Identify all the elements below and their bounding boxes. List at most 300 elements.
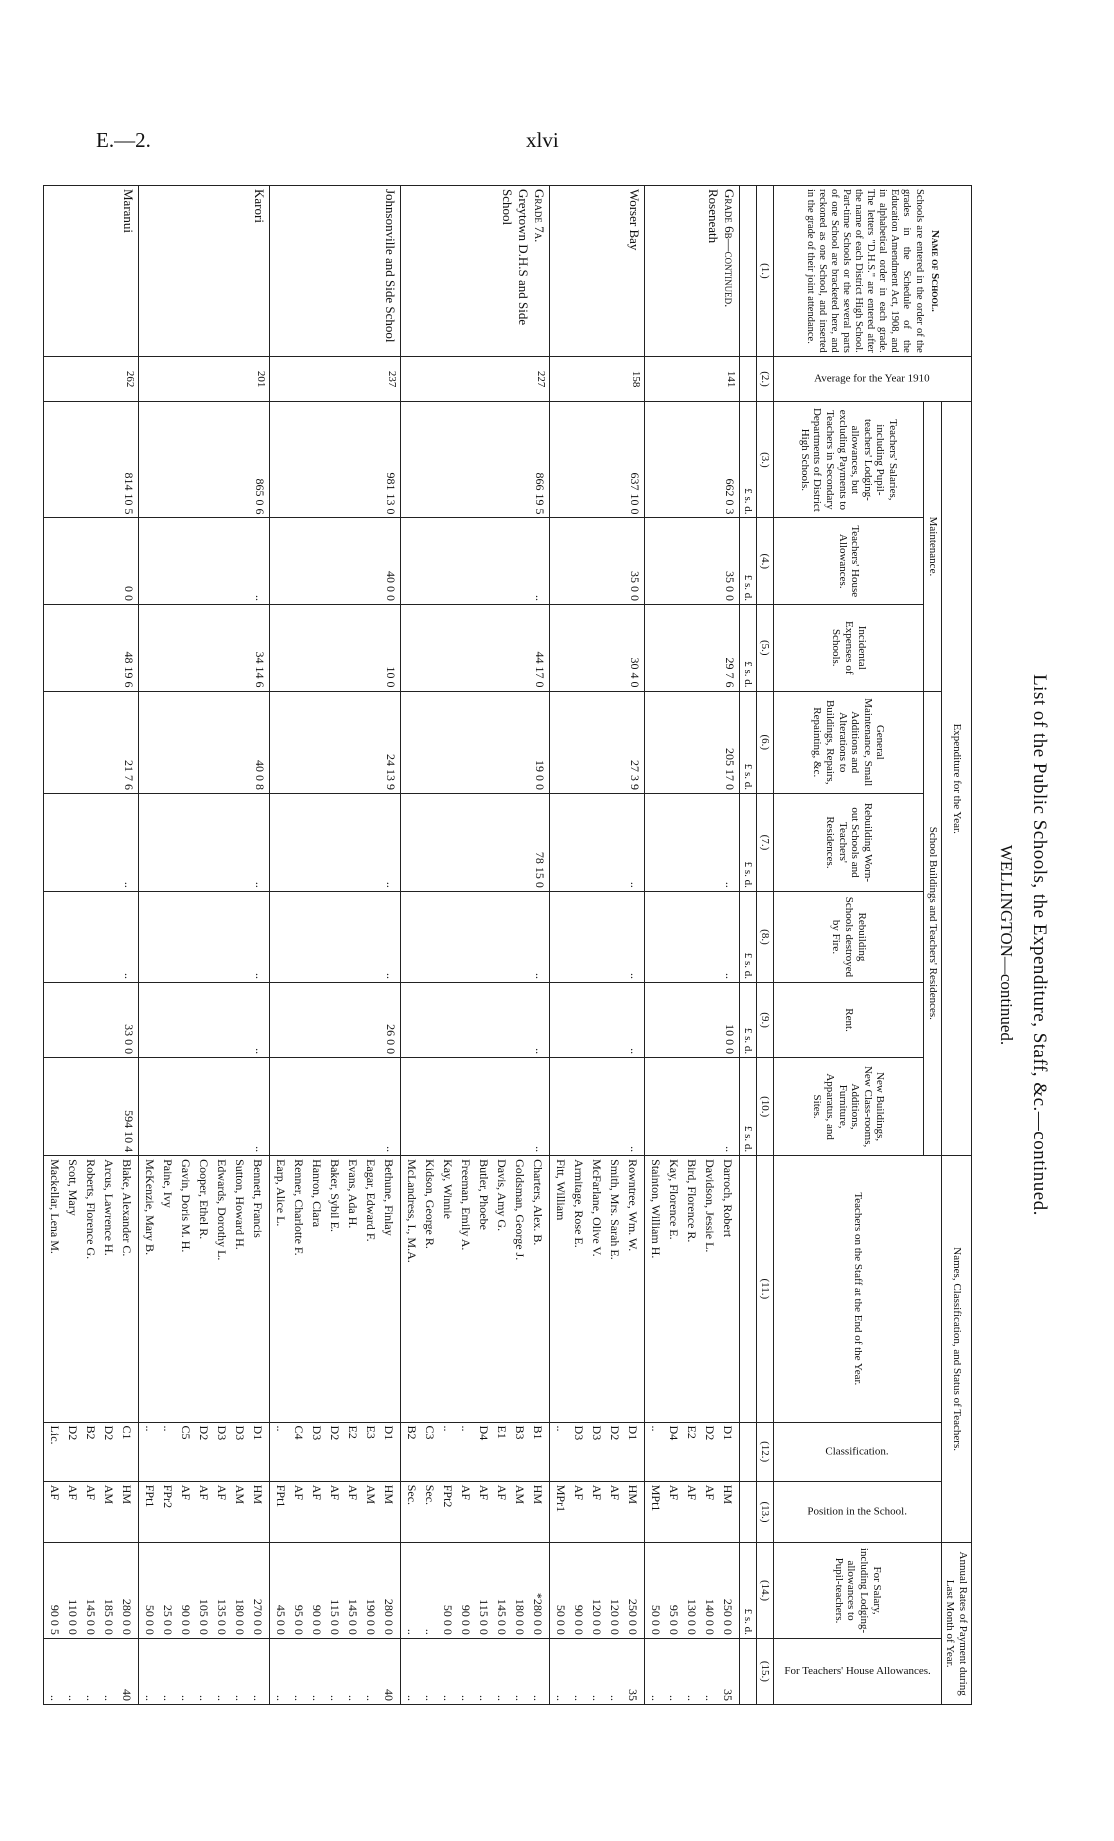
school-name-cell xyxy=(550,186,645,357)
teachers-header: Teachers on the Staff at the End of the Year. xyxy=(774,1156,942,1422)
teacher-house-rate: .. xyxy=(346,1695,361,1701)
teacher-house-rate: .. xyxy=(423,1695,438,1701)
teacher-salary-rate: 95 0 0 xyxy=(667,1604,682,1635)
rebuilding-fire-value: .. xyxy=(270,891,401,982)
position-header: Position in the School. xyxy=(774,1481,942,1542)
teacher-position: HM xyxy=(721,1484,736,1505)
teacher-position-list xyxy=(141,1485,267,1539)
teacher-salary-rate: 270 0 0 xyxy=(251,1598,266,1635)
teacher-position: AF xyxy=(48,1484,63,1501)
teacher-classification: D2 xyxy=(608,1425,623,1441)
teacher-classification: D1 xyxy=(382,1425,397,1441)
teacher-name-list xyxy=(647,1159,737,1418)
teacher-house-rate: .. xyxy=(703,1695,718,1701)
position-cell xyxy=(270,1481,401,1542)
rent-value: 10 0 0 xyxy=(645,983,740,1058)
rates-group-header: Annual Rates of Payment during Last Month of Year. xyxy=(941,1543,971,1705)
teacher-house-rate: .. xyxy=(513,1695,528,1701)
salary-rate-cell xyxy=(645,1543,740,1639)
salaries-header: Teachers' Salaries, including Pupil-teachers' Lodging-allowances, but excluding Payments to Teachers in Secondary Departments of District High Schools. xyxy=(774,402,924,518)
teacher-salary-rate-list xyxy=(141,1546,267,1635)
teacher-house-rate: .. xyxy=(685,1695,700,1701)
school-name-cell xyxy=(139,186,270,357)
classification-cell xyxy=(550,1422,645,1481)
teacher-house-rate: 35 xyxy=(721,1689,736,1701)
col-num: (11.) xyxy=(757,1156,774,1422)
teacher-position-list xyxy=(647,1485,737,1539)
rent-value: .. xyxy=(139,983,270,1058)
rent-value: .. xyxy=(550,983,645,1058)
salaries-value: 814 10 5 xyxy=(44,402,139,518)
teacher-names-cell xyxy=(44,1156,139,1422)
teacher-name: Kay, Florence E. xyxy=(667,1159,682,1240)
incidental-value: 30 4 0 xyxy=(550,605,645,692)
teacher-house-rate: .. xyxy=(66,1695,81,1701)
teacher-name: Bird, Florence R. xyxy=(685,1159,700,1243)
teacher-salary-rate: 110 0 0 xyxy=(66,1599,81,1635)
teacher-salary-rate: 180 0 0 xyxy=(513,1598,528,1635)
rebuilding-fire-value: .. xyxy=(550,891,645,982)
teacher-house-rate: .. xyxy=(161,1695,176,1701)
teacher-house-rate-list xyxy=(552,1642,642,1701)
unit-cell xyxy=(740,356,757,402)
new-buildings-header: New Buildings, New Class-rooms, Additions, Furniture, Apparatus, and Sites. xyxy=(774,1058,924,1156)
average-attendance: 141 xyxy=(645,356,740,402)
teacher-name: Fitt, William xyxy=(554,1159,569,1221)
teacher-classification: E2 xyxy=(685,1425,700,1439)
teacher-position: AF xyxy=(685,1484,700,1501)
unit-cell xyxy=(740,1481,757,1542)
maintenance-header: Maintenance. xyxy=(924,402,942,691)
teacher-position: AF xyxy=(703,1484,718,1501)
house-rate-cell xyxy=(550,1638,645,1704)
teacher-salary-rate: 115 0 0 xyxy=(328,1599,343,1635)
teacher-salary-rate: 90 0 0 xyxy=(310,1604,325,1635)
unit-cell: £ s. d. xyxy=(740,794,757,892)
teacher-position: AF xyxy=(84,1484,99,1501)
teacher-name: Davidson, Jessie L. xyxy=(703,1159,718,1253)
schools-table-body xyxy=(44,186,740,1705)
teacher-house-rate: 40 xyxy=(120,1689,135,1701)
col-num: (14.) xyxy=(757,1543,774,1639)
teacher-position: AF xyxy=(66,1484,81,1501)
salary-rate-cell xyxy=(550,1543,645,1639)
teacher-classification: .. xyxy=(274,1425,289,1432)
teacher-classification: D3 xyxy=(233,1425,248,1441)
rent-header: Rent. xyxy=(774,983,924,1058)
teacher-salary-rate-list xyxy=(552,1546,642,1635)
salaries-value: 637 10 0 xyxy=(550,402,645,518)
classification-header: Classification. xyxy=(774,1422,942,1481)
salaries-value: 662 0 3 xyxy=(645,402,740,518)
house-allowance-value: .. xyxy=(139,518,270,605)
teacher-house-rate: .. xyxy=(459,1695,474,1701)
rent-value: 26 0 0 xyxy=(270,983,401,1058)
teacher-classification: B1 xyxy=(531,1425,546,1440)
position-cell xyxy=(645,1481,740,1542)
rent-value: .. xyxy=(401,983,550,1058)
average-attendance: 201 xyxy=(139,356,270,402)
teacher-salary-rate: 90 0 0 xyxy=(572,1604,587,1635)
unit-cell xyxy=(740,1422,757,1481)
name-head-text: Name of School. xyxy=(929,229,942,312)
teacher-position: AF xyxy=(495,1484,510,1501)
teacher-salary-rate-list xyxy=(403,1546,547,1635)
teacher-name: Mackellar, Lena M. xyxy=(48,1159,63,1254)
unit-cell xyxy=(740,1638,757,1704)
grade-label: Grade 6b—continued. xyxy=(722,189,738,308)
teacher-salary-rate: 105 0 0 xyxy=(197,1598,212,1635)
teacher-classification: C3 xyxy=(423,1425,438,1440)
general-maintenance-value: 205 17 0 xyxy=(645,691,740,793)
teacher-name: Baker, Sybil E. xyxy=(328,1159,343,1232)
teacher-position-list xyxy=(403,1485,547,1539)
teacher-name: Bethune, Finlay xyxy=(382,1159,397,1236)
teacher-names-cell xyxy=(270,1156,401,1422)
teacher-house-rate: .. xyxy=(572,1695,587,1701)
col-num: (8.) xyxy=(757,891,774,982)
rebuilding-fire-value: .. xyxy=(645,891,740,982)
teacher-classification: D1 xyxy=(251,1425,266,1441)
teacher-salary-rate: 120 0 0 xyxy=(590,1598,605,1635)
teacher-name: Roberts, Florence G. xyxy=(84,1159,99,1260)
col-num: (1.) xyxy=(757,186,774,357)
page-code: E.—2. xyxy=(96,128,151,152)
teacher-house-rate: .. xyxy=(143,1695,158,1701)
teacher-house-rate: .. xyxy=(48,1695,63,1701)
new-buildings-value: .. xyxy=(401,1058,550,1156)
unit-cell xyxy=(740,186,757,357)
teacher-position-list xyxy=(552,1485,642,1539)
teacher-salary-rate: 45 0 0 xyxy=(274,1604,289,1635)
teacher-classification: D3 xyxy=(572,1425,587,1441)
teacher-salary-rate: 90 0 0 xyxy=(179,1604,194,1635)
house-allowance-value: .. xyxy=(401,518,550,605)
teacher-name: Kidson, George R. xyxy=(423,1159,438,1249)
teacher-house-rate: .. xyxy=(608,1695,623,1701)
teacher-house-rate: .. xyxy=(554,1695,569,1701)
rebuilding-worn-value: .. xyxy=(44,794,139,892)
teacher-position: AF xyxy=(572,1484,587,1501)
teacher-position: FPt2 xyxy=(441,1484,456,1508)
teacher-name: Blake, Alexander C. xyxy=(120,1159,135,1257)
unit-cell: £ s. d. xyxy=(740,402,757,518)
teacher-classification: E1 xyxy=(495,1425,510,1439)
teacher-house-rate: .. xyxy=(495,1695,510,1701)
average-attendance: 262 xyxy=(44,356,139,402)
rebuilding-fire-value: .. xyxy=(401,891,550,982)
teacher-house-rate: .. xyxy=(310,1695,325,1701)
teacher-name: Cooper, Ethel R. xyxy=(197,1159,212,1240)
units-row xyxy=(740,186,757,1705)
teacher-classification-list xyxy=(403,1426,547,1478)
unit-cell: £ s. d. xyxy=(740,518,757,605)
teacher-salary-rate: .. xyxy=(423,1628,438,1635)
salary-rate-cell xyxy=(270,1543,401,1639)
teacher-position-list xyxy=(46,1485,136,1539)
teacher-salary-rate: 50 0 0 xyxy=(441,1604,456,1635)
school-name: Roseneath xyxy=(706,189,722,244)
teacher-house-rate: .. xyxy=(477,1695,492,1701)
unit-cell: £ s. d. xyxy=(740,691,757,793)
teacher-name-list xyxy=(272,1159,398,1418)
salaries-value: 981 13 0 xyxy=(270,402,401,518)
teacher-name-list xyxy=(46,1159,136,1418)
col-num: (9.) xyxy=(757,983,774,1058)
house-allowance-value: 40 0 0 xyxy=(270,518,401,605)
teacher-classification: D3 xyxy=(310,1425,325,1441)
teacher-position: Sec. xyxy=(405,1484,420,1506)
rent-value: 33 0 0 xyxy=(44,983,139,1058)
incidental-value: 34 14 6 xyxy=(139,605,270,692)
col-num: (3.) xyxy=(757,402,774,518)
house-rate-cell xyxy=(645,1638,740,1704)
teacher-house-rate: 40 xyxy=(382,1689,397,1701)
teacher-house-rate: .. xyxy=(649,1695,664,1701)
col-num: (10.) xyxy=(757,1058,774,1156)
table-row xyxy=(270,186,401,1705)
incidental-value: 29 7 6 xyxy=(645,605,740,692)
teacher-salary-rate: 50 0 0 xyxy=(554,1604,569,1635)
teacher-name: Charters, Alex. B. xyxy=(531,1159,546,1246)
teacher-position: AF xyxy=(179,1484,194,1501)
teacher-position: FPr2 xyxy=(161,1484,176,1509)
school-name: Greytown D.H.S and Side School xyxy=(500,189,532,326)
teacher-position: AF xyxy=(197,1484,212,1501)
teacher-names-cell xyxy=(550,1156,645,1422)
rebuilding-worn-value: .. xyxy=(139,794,270,892)
teacher-house-rate: .. xyxy=(274,1695,289,1701)
teacher-position: AF xyxy=(328,1484,343,1501)
teacher-salary-rate: 25 0 0 xyxy=(161,1604,176,1635)
school-name: Maranui xyxy=(121,189,137,234)
school-name: Worser Bay xyxy=(627,189,643,251)
teacher-house-rate-list xyxy=(647,1642,737,1701)
teacher-classification: B2 xyxy=(405,1425,420,1440)
name-note-text: Schools are entered in the order of the grades in the Schedule of the Education Amendment Act, 1908, and in alphabetical order in each grade. The letters "D.H.S." are entered after the name of each District High School. Part-time Schools or the several parts of one School are bracketed here, and reckoned as one School, and inserted in the grade of their joint attendance. xyxy=(804,189,925,353)
general-maintenance-header: General Maintenance, Small Additions and Alterations to Buildings, Repairs, Repainting, &c. xyxy=(774,691,924,793)
unit-cell: £ s. d. xyxy=(740,983,757,1058)
teacher-salary-rate: 140 0 0 xyxy=(703,1598,718,1635)
teacher-names-cell xyxy=(139,1156,270,1422)
teacher-name: Butler, Phoebe xyxy=(477,1159,492,1230)
col-num: (4.) xyxy=(757,518,774,605)
teacher-classification-list xyxy=(46,1426,136,1478)
teacher-house-rate-list xyxy=(272,1642,398,1701)
teacher-house-rate: .. xyxy=(197,1695,212,1701)
teacher-salary-rate-list xyxy=(272,1546,398,1635)
col-num: (2.) xyxy=(757,356,774,402)
teacher-house-rate: .. xyxy=(179,1695,194,1701)
teacher-name: McKenzie, Mary B. xyxy=(143,1159,158,1256)
teacher-position: AF xyxy=(346,1484,361,1501)
teacher-name: Paine, Ivy xyxy=(161,1159,176,1208)
teacher-position: AF xyxy=(608,1484,623,1501)
teacher-salary-rate: 130 0 0 xyxy=(685,1598,700,1635)
new-buildings-value: .. xyxy=(270,1058,401,1156)
average-attendance: 227 xyxy=(401,356,550,402)
position-cell xyxy=(44,1481,139,1542)
teacher-name: Stainton, William H. xyxy=(649,1159,664,1259)
teacher-classification: D3 xyxy=(590,1425,605,1441)
general-maintenance-value: 24 13 9 xyxy=(270,691,401,793)
new-buildings-value: .. xyxy=(139,1058,270,1156)
teacher-name: Gavin, Doris M. H. xyxy=(179,1159,194,1253)
general-maintenance-value: 27 3 9 xyxy=(550,691,645,793)
expenditure-header: Expenditure for the Year. xyxy=(941,402,971,1156)
teacher-house-rate: .. xyxy=(292,1695,307,1701)
teacher-name: Rowntree, Wm. W. xyxy=(626,1159,641,1252)
teacher-name: Scott, Mary xyxy=(66,1159,81,1216)
teacher-classification: .. xyxy=(161,1425,176,1432)
col-num: (7.) xyxy=(757,794,774,892)
teacher-name: Hanron, Clara xyxy=(310,1159,325,1228)
teacher-name: McFarlane, Olive V. xyxy=(590,1159,605,1257)
teacher-position: FPt1 xyxy=(274,1484,289,1508)
table-row xyxy=(139,186,270,1705)
teacher-salary-rate: 95 0 0 xyxy=(292,1604,307,1635)
buildings-header: School Buildings and Teachers' Residences. xyxy=(924,691,942,1156)
new-buildings-value: .. xyxy=(645,1058,740,1156)
teacher-house-rate: .. xyxy=(531,1695,546,1701)
teacher-name: Evans, Ada H. xyxy=(346,1159,361,1229)
teacher-salary-rate: 145 0 0 xyxy=(84,1598,99,1635)
teacher-salary-rate: .. xyxy=(405,1628,420,1635)
teacher-salary-rate: 280 0 0 xyxy=(120,1598,135,1635)
col-num: (15.) xyxy=(757,1638,774,1704)
average-attendance: 158 xyxy=(550,356,645,402)
teacher-classification: E3 xyxy=(364,1425,379,1439)
teacher-name-list xyxy=(141,1159,267,1418)
unit-cell: £ s. d. xyxy=(740,605,757,692)
schools-table-wrapper xyxy=(43,185,972,1705)
teacher-classification-list xyxy=(647,1426,737,1478)
rebuilding-fire-value: .. xyxy=(139,891,270,982)
teacher-salary-rate: 185 0 0 xyxy=(102,1598,117,1635)
rebuilding-fire-header: Rebuilding Schools destroyed by Fire. xyxy=(774,891,924,982)
teacher-position: HM xyxy=(382,1484,397,1505)
teacher-house-rate: .. xyxy=(590,1695,605,1701)
table-row xyxy=(645,186,740,1705)
teacher-position: AM xyxy=(364,1484,379,1505)
table-title: List of the Public Schools, the Expenditure, Staff, &c.—continued. xyxy=(1029,674,1050,1216)
rotated-table-page xyxy=(48,185,1050,1705)
teacher-house-rate-list xyxy=(46,1642,136,1701)
table-row xyxy=(550,186,645,1705)
teacher-name-list xyxy=(552,1159,642,1418)
rebuilding-worn-value: 78 15 0 xyxy=(401,794,550,892)
teacher-salary-rate: *280 0 0 xyxy=(531,1592,546,1635)
teacher-classification: B3 xyxy=(513,1425,528,1440)
house-rate-cell xyxy=(139,1638,270,1704)
teacher-salary-rate: 135 0 0 xyxy=(215,1598,230,1635)
teacher-salary-rate: 250 0 0 xyxy=(626,1598,641,1635)
teacher-classification: D4 xyxy=(477,1425,492,1441)
grade-label: Grade 7a. xyxy=(532,189,548,243)
salary-rate-cell xyxy=(44,1543,139,1639)
classification-cell xyxy=(139,1422,270,1481)
average-header: Average for the Year 1910 xyxy=(774,356,972,402)
teacher-name: Arcus, Lawrence H. xyxy=(102,1159,117,1256)
teacher-name: Goldsman, George J. xyxy=(513,1159,528,1261)
rebuilding-worn-value: .. xyxy=(270,794,401,892)
teacher-classification: .. xyxy=(143,1425,158,1432)
teacher-classification: D3 xyxy=(215,1425,230,1441)
school-name: Karori xyxy=(252,189,268,223)
teacher-name: Darroch, Robert xyxy=(721,1159,736,1238)
teacher-position: AF xyxy=(459,1484,474,1501)
teacher-position: AM xyxy=(102,1484,117,1505)
name-of-school-header xyxy=(774,186,972,357)
house-allowance-value: 35 0 0 xyxy=(550,518,645,605)
teacher-name: Sutton, Howard H. xyxy=(233,1159,248,1250)
school-name-cell xyxy=(645,186,740,357)
teacher-names-cell xyxy=(645,1156,740,1422)
col-num: (12.) xyxy=(757,1422,774,1481)
new-buildings-value: .. xyxy=(550,1058,645,1156)
teacher-name: Freeman, Emily A. xyxy=(459,1159,474,1251)
incidental-value: 48 19 6 xyxy=(44,605,139,692)
teacher-classification: D2 xyxy=(328,1425,343,1441)
column-number-row xyxy=(757,186,774,1705)
teacher-classification: D2 xyxy=(197,1425,212,1441)
teacher-classification: C4 xyxy=(292,1425,307,1440)
teacher-position: AF xyxy=(310,1484,325,1501)
teacher-position: AF xyxy=(292,1484,307,1501)
teacher-house-rate: .. xyxy=(667,1695,682,1701)
teacher-house-rate: 35 xyxy=(626,1689,641,1701)
teacher-position: AM xyxy=(233,1484,248,1505)
teacher-position: Sec. xyxy=(423,1484,438,1506)
house-allowance-header: Teachers' House Allowances. xyxy=(774,518,924,605)
salary-rate-header: For Salary, including Lodging-allowances to Pupil-teachers. xyxy=(774,1543,942,1639)
staff-group-header: Names, Classification, and Status of Teachers. xyxy=(941,1156,971,1543)
school-name: Johnsonville and Side School xyxy=(383,189,399,343)
teacher-name: Earp, Alice L. xyxy=(274,1159,289,1227)
classification-cell xyxy=(270,1422,401,1481)
teacher-classification: D2 xyxy=(703,1425,718,1441)
teacher-house-rate: .. xyxy=(441,1695,456,1701)
teacher-classification: .. xyxy=(441,1425,456,1432)
classification-cell xyxy=(44,1422,139,1481)
teacher-salary-rate: 120 0 0 xyxy=(608,1598,623,1635)
teacher-house-rate: .. xyxy=(102,1695,117,1701)
incidental-value: 44 17 0 xyxy=(401,605,550,692)
teacher-classification: B2 xyxy=(84,1425,99,1440)
col-num: (13.) xyxy=(757,1481,774,1542)
teacher-salary-rate: 50 0 0 xyxy=(143,1604,158,1635)
teacher-house-rate: .. xyxy=(84,1695,99,1701)
school-name-cell xyxy=(270,186,401,357)
unit-cell: £ s. d. xyxy=(740,1058,757,1156)
general-maintenance-value: 19 0 0 xyxy=(401,691,550,793)
school-name-cell xyxy=(44,186,139,357)
teacher-salary-rate: 250 0 0 xyxy=(721,1598,736,1635)
teacher-position: AF xyxy=(215,1484,230,1501)
teacher-position: AF xyxy=(590,1484,605,1501)
classification-cell xyxy=(645,1422,740,1481)
teacher-classification-list xyxy=(141,1426,267,1478)
teacher-name: Eagar, Edward F. xyxy=(364,1159,379,1242)
teacher-classification: D1 xyxy=(721,1425,736,1441)
teacher-position: AF xyxy=(667,1484,682,1501)
teacher-name: Renner, Charlotte F. xyxy=(292,1159,307,1256)
salaries-value: 866 19 5 xyxy=(401,402,550,518)
rebuilding-fire-value: .. xyxy=(44,891,139,982)
teacher-salary-rate-list xyxy=(46,1546,136,1635)
teacher-classification: C1 xyxy=(120,1425,135,1440)
house-rate-cell xyxy=(270,1638,401,1704)
